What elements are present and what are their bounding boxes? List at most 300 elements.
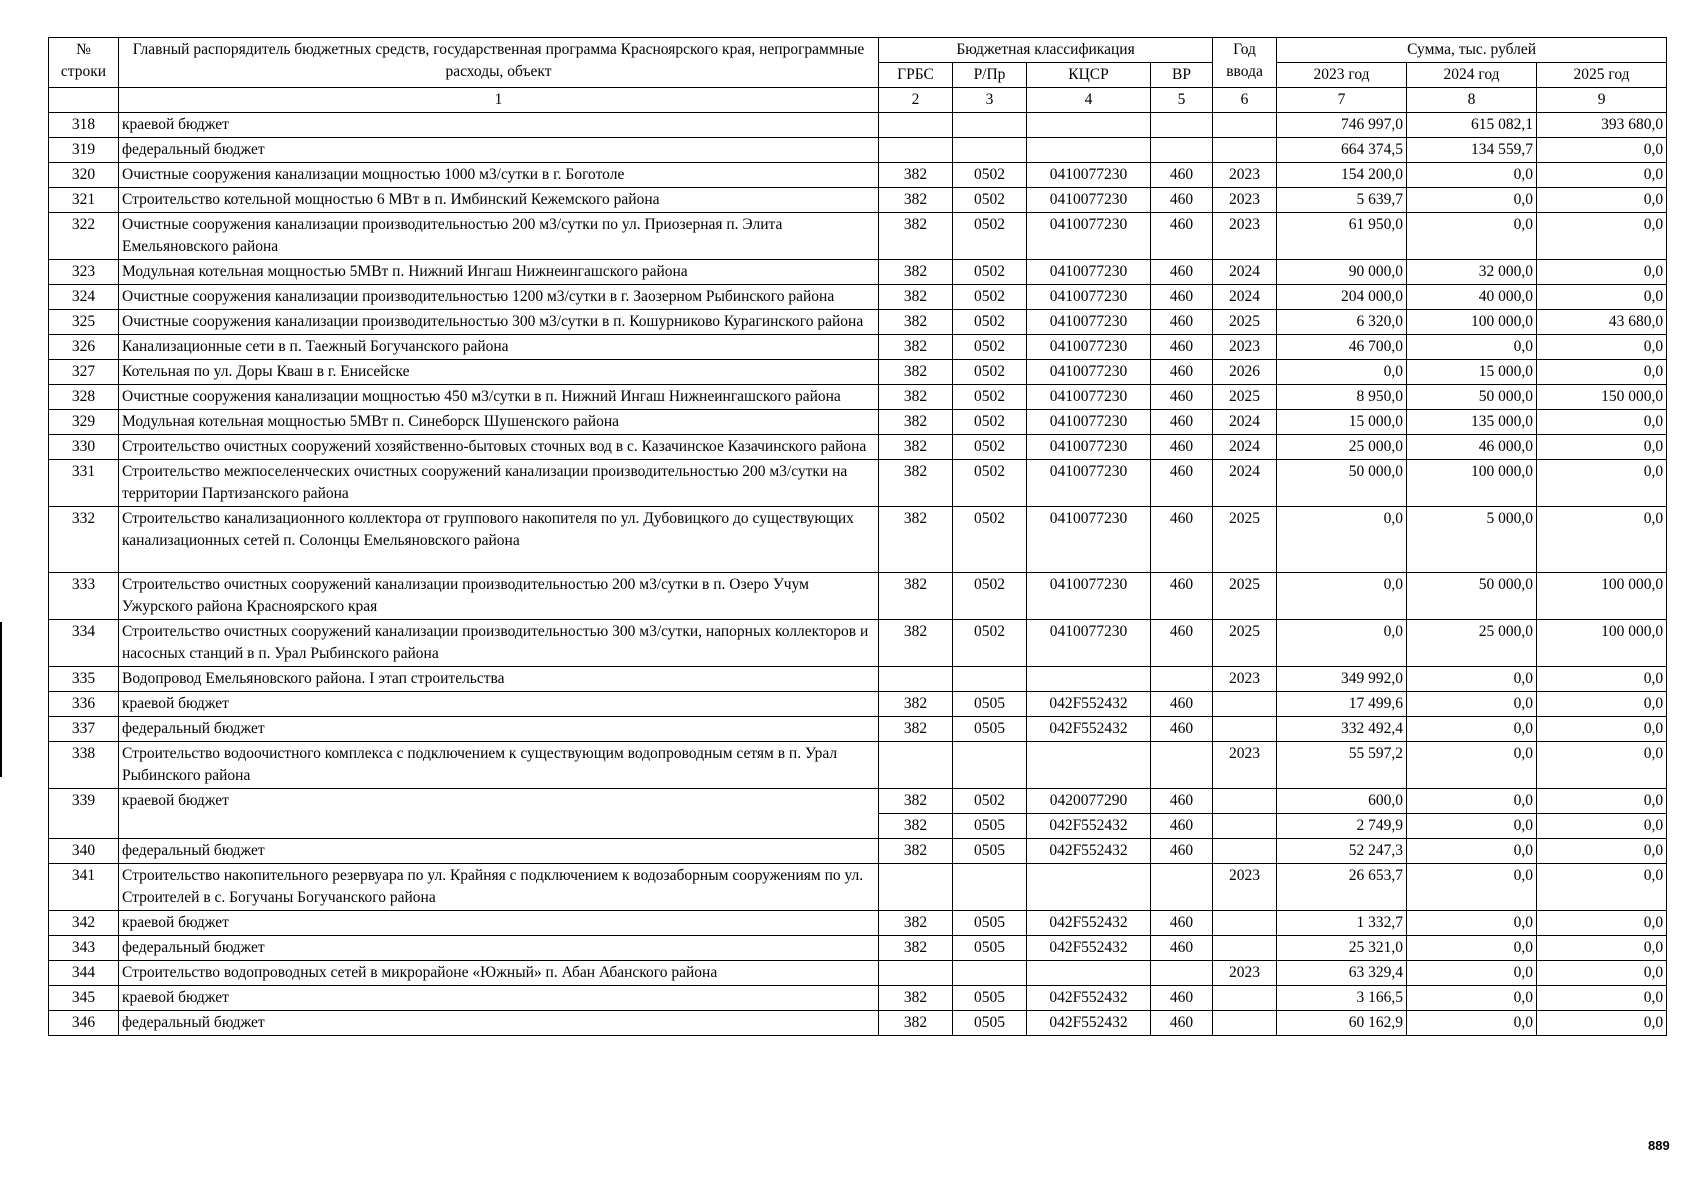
sum-2025-cell: 0,0 [1537, 667, 1667, 692]
sum-2023-cell: 25 321,0 [1277, 936, 1407, 961]
grbs-cell [879, 138, 953, 163]
row-number: 318 [49, 113, 119, 138]
object-name: федеральный бюджет [119, 839, 879, 864]
table-row [49, 360, 1667, 385]
table-row [49, 460, 1667, 507]
colnum: 1 [119, 88, 879, 113]
grbs-cell: 382 [879, 188, 953, 213]
table-row [49, 986, 1667, 1011]
header-rpr: Р/Пр [953, 63, 1027, 88]
sum-2025-cell: 0,0 [1537, 864, 1667, 911]
row-number: 330 [49, 435, 119, 460]
sum-2023-cell: 17 499,6 [1277, 692, 1407, 717]
sum-2023-cell: 332 492,4 [1277, 717, 1407, 742]
rpr-cell: 0502 [953, 260, 1027, 285]
rpr-cell [953, 138, 1027, 163]
rpr-cell: 0505 [953, 936, 1027, 961]
object-name: Строительство канализационного коллектора от группового накопителя по ул. Дубовицкого до существующих канализационных сетей п. Солонцы Емельяновского района [119, 507, 879, 573]
table-row [49, 1011, 1667, 1036]
row-number: 324 [49, 285, 119, 310]
kcsr-cell: 042F552432 [1027, 1011, 1151, 1036]
grbs-cell [879, 742, 953, 789]
grbs-cell: 382 [879, 260, 953, 285]
vr-cell: 460 [1151, 213, 1213, 260]
rpr-cell: 0502 [953, 285, 1027, 310]
colnum: 4 [1027, 88, 1151, 113]
budget-table [48, 37, 1667, 1036]
grbs-cell: 382 [879, 360, 953, 385]
sum-2025-cell: 0,0 [1537, 285, 1667, 310]
grbs-cell: 382 [879, 814, 953, 839]
sum-2025-cell: 393 680,0 [1537, 113, 1667, 138]
vr-cell: 460 [1151, 936, 1213, 961]
vr-cell [1151, 864, 1213, 911]
kcsr-cell: 0410077230 [1027, 188, 1151, 213]
sum-2023-cell: 0,0 [1277, 620, 1407, 667]
grbs-cell: 382 [879, 435, 953, 460]
sum-2023-cell: 55 597,2 [1277, 742, 1407, 789]
header-2024: 2024 год [1407, 63, 1537, 88]
table-row [49, 789, 1667, 814]
vr-cell: 460 [1151, 814, 1213, 839]
year-cell: 2025 [1213, 385, 1277, 410]
colnum: 6 [1213, 88, 1277, 113]
grbs-cell: 382 [879, 986, 953, 1011]
vr-cell: 460 [1151, 789, 1213, 814]
table-row [49, 507, 1667, 573]
rpr-cell: 0502 [953, 573, 1027, 620]
object-name: Очистные сооружения канализации мощностью 1000 м3/сутки в г. Боготоле [119, 163, 879, 188]
sum-2025-cell: 0,0 [1537, 814, 1667, 839]
object-name: Канализационные сети в п. Таежный Богучанского района [119, 335, 879, 360]
object-name: федеральный бюджет [119, 138, 879, 163]
grbs-cell: 382 [879, 1011, 953, 1036]
kcsr-cell: 042F552432 [1027, 986, 1151, 1011]
sum-2025-cell: 100 000,0 [1537, 573, 1667, 620]
colnum: 2 [879, 88, 953, 113]
object-name: федеральный бюджет [119, 936, 879, 961]
row-number: 341 [49, 864, 119, 911]
colnum: 8 [1407, 88, 1537, 113]
sum-2023-cell: 15 000,0 [1277, 410, 1407, 435]
grbs-cell: 382 [879, 385, 953, 410]
colnum: 7 [1277, 88, 1407, 113]
header-2025: 2025 год [1537, 63, 1667, 88]
grbs-cell: 382 [879, 620, 953, 667]
kcsr-cell: 0420077290 [1027, 789, 1151, 814]
vr-cell: 460 [1151, 360, 1213, 385]
sum-2025-cell: 0,0 [1537, 460, 1667, 507]
table-row [49, 435, 1667, 460]
rpr-cell [953, 667, 1027, 692]
rpr-cell [953, 742, 1027, 789]
vr-cell: 460 [1151, 911, 1213, 936]
rpr-cell: 0502 [953, 213, 1027, 260]
kcsr-cell: 042F552432 [1027, 911, 1151, 936]
grbs-cell: 382 [879, 573, 953, 620]
vr-cell: 460 [1151, 410, 1213, 435]
object-name: Строительство очистных сооружений канализации производительностью 200 м3/сутки в п. Озеро Учум Ужурского района Красноярского края [119, 573, 879, 620]
year-cell [1213, 789, 1277, 814]
row-number: 331 [49, 460, 119, 507]
year-cell [1213, 138, 1277, 163]
object-name: Модульная котельная мощностью 5МВт п. Синеборск Шушенского района [119, 410, 879, 435]
vr-cell: 460 [1151, 385, 1213, 410]
row-number: 329 [49, 410, 119, 435]
kcsr-cell [1027, 864, 1151, 911]
vr-cell: 460 [1151, 260, 1213, 285]
rpr-cell: 0505 [953, 911, 1027, 936]
vr-cell: 460 [1151, 163, 1213, 188]
row-number: 323 [49, 260, 119, 285]
vr-cell: 460 [1151, 335, 1213, 360]
vr-cell: 460 [1151, 1011, 1213, 1036]
sum-2024-cell: 0,0 [1407, 936, 1537, 961]
rpr-cell: 0502 [953, 335, 1027, 360]
sum-2024-cell: 135 000,0 [1407, 410, 1537, 435]
vr-cell: 460 [1151, 839, 1213, 864]
sum-2023-cell: 746 997,0 [1277, 113, 1407, 138]
sum-2025-cell: 0,0 [1537, 986, 1667, 1011]
kcsr-cell: 0410077230 [1027, 285, 1151, 310]
sum-2024-cell: 50 000,0 [1407, 573, 1537, 620]
rpr-cell: 0505 [953, 1011, 1027, 1036]
object-name: Строительство накопительного резервуара по ул. Крайняя с подключением к водозаборным сооружениям по ул. Строителей в с. Богучаны Богучанского района [119, 864, 879, 911]
object-name: Очистные сооружения канализации производительностью 300 м3/сутки в п. Кошурниково Курагинского района [119, 310, 879, 335]
object-name: краевой бюджет [119, 911, 879, 936]
kcsr-cell: 0410077230 [1027, 573, 1151, 620]
kcsr-cell: 0410077230 [1027, 460, 1151, 507]
sum-2025-cell: 0,0 [1537, 789, 1667, 814]
sum-2023-cell: 25 000,0 [1277, 435, 1407, 460]
kcsr-cell: 0410077230 [1027, 310, 1151, 335]
year-cell: 2023 [1213, 213, 1277, 260]
sum-2023-cell: 154 200,0 [1277, 163, 1407, 188]
row-number: 346 [49, 1011, 119, 1036]
sum-2025-cell: 0,0 [1537, 742, 1667, 789]
margin-line [0, 622, 2, 777]
year-cell [1213, 986, 1277, 1011]
sum-2024-cell: 0,0 [1407, 789, 1537, 814]
vr-cell: 460 [1151, 460, 1213, 507]
sum-2024-cell: 0,0 [1407, 839, 1537, 864]
header-kcsr: КЦСР [1027, 63, 1151, 88]
table-row [49, 911, 1667, 936]
kcsr-cell [1027, 138, 1151, 163]
table-row [49, 285, 1667, 310]
sum-2025-cell: 0,0 [1537, 410, 1667, 435]
year-cell: 2024 [1213, 460, 1277, 507]
vr-cell [1151, 113, 1213, 138]
sum-2024-cell: 5 000,0 [1407, 507, 1537, 573]
table-row [49, 163, 1667, 188]
year-cell: 2023 [1213, 667, 1277, 692]
sum-2023-cell: 46 700,0 [1277, 335, 1407, 360]
row-number: 334 [49, 620, 119, 667]
table-row [49, 742, 1667, 789]
rpr-cell: 0502 [953, 385, 1027, 410]
rpr-cell: 0502 [953, 789, 1027, 814]
sum-2024-cell: 0,0 [1407, 1011, 1537, 1036]
object-name: Котельная по ул. Доры Кваш в г. Енисейске [119, 360, 879, 385]
colnum [49, 88, 119, 113]
sum-2025-cell: 0,0 [1537, 507, 1667, 573]
grbs-cell [879, 667, 953, 692]
grbs-cell: 382 [879, 335, 953, 360]
table-row [49, 385, 1667, 410]
object-name: Очистные сооружения канализации производительностью 200 м3/сутки по ул. Приозерная п. Элита Емельяновского района [119, 213, 879, 260]
row-number: 319 [49, 138, 119, 163]
kcsr-cell: 0410077230 [1027, 335, 1151, 360]
row-number: 320 [49, 163, 119, 188]
rpr-cell: 0505 [953, 692, 1027, 717]
sum-2025-cell: 100 000,0 [1537, 620, 1667, 667]
object-name: Строительство очистных сооружений канализации производительностью 300 м3/сутки, напорных коллекторов и насосных станций в п. Урал Рыбинского района [119, 620, 879, 667]
sum-2024-cell: 615 082,1 [1407, 113, 1537, 138]
year-cell: 2025 [1213, 310, 1277, 335]
grbs-cell [879, 961, 953, 986]
table-row [49, 113, 1667, 138]
grbs-cell: 382 [879, 911, 953, 936]
year-cell: 2024 [1213, 285, 1277, 310]
colnum: 3 [953, 88, 1027, 113]
kcsr-cell: 0410077230 [1027, 260, 1151, 285]
rpr-cell: 0502 [953, 460, 1027, 507]
grbs-cell: 382 [879, 213, 953, 260]
kcsr-cell: 0410077230 [1027, 410, 1151, 435]
sum-2024-cell: 40 000,0 [1407, 285, 1537, 310]
sum-2024-cell: 46 000,0 [1407, 435, 1537, 460]
vr-cell: 460 [1151, 285, 1213, 310]
sum-2023-cell: 3 166,5 [1277, 986, 1407, 1011]
sum-2024-cell: 0,0 [1407, 986, 1537, 1011]
sum-2024-cell: 0,0 [1407, 717, 1537, 742]
rpr-cell [953, 961, 1027, 986]
grbs-cell: 382 [879, 285, 953, 310]
year-cell: 2024 [1213, 435, 1277, 460]
table-row [49, 138, 1667, 163]
vr-cell: 460 [1151, 986, 1213, 1011]
sum-2025-cell: 0,0 [1537, 911, 1667, 936]
sum-2024-cell: 0,0 [1407, 667, 1537, 692]
table-row [49, 260, 1667, 285]
grbs-cell: 382 [879, 507, 953, 573]
row-number: 338 [49, 742, 119, 789]
table-row [49, 717, 1667, 742]
grbs-cell: 382 [879, 410, 953, 435]
sum-2025-cell: 0,0 [1537, 260, 1667, 285]
row-number: 327 [49, 360, 119, 385]
sum-2023-cell: 61 950,0 [1277, 213, 1407, 260]
row-number: 343 [49, 936, 119, 961]
sum-2025-cell: 0,0 [1537, 138, 1667, 163]
object-name: Строительство очистных сооружений хозяйственно-бытовых сточных вод в с. Казачинское Казачинского района [119, 435, 879, 460]
year-cell: 2025 [1213, 573, 1277, 620]
year-cell: 2023 [1213, 864, 1277, 911]
grbs-cell: 382 [879, 839, 953, 864]
sum-2025-cell: 0,0 [1537, 213, 1667, 260]
year-cell [1213, 814, 1277, 839]
vr-cell: 460 [1151, 573, 1213, 620]
grbs-cell: 382 [879, 460, 953, 507]
rpr-cell: 0502 [953, 310, 1027, 335]
table-row [49, 310, 1667, 335]
object-name: Очистные сооружения канализации производительностью 1200 м3/сутки в г. Заозерном Рыбинского района [119, 285, 879, 310]
object-name: краевой бюджет [119, 986, 879, 1011]
vr-cell: 460 [1151, 435, 1213, 460]
year-cell [1213, 839, 1277, 864]
grbs-cell: 382 [879, 310, 953, 335]
kcsr-cell: 0410077230 [1027, 620, 1151, 667]
vr-cell: 460 [1151, 692, 1213, 717]
row-number: 344 [49, 961, 119, 986]
rpr-cell: 0505 [953, 717, 1027, 742]
kcsr-cell: 0410077230 [1027, 507, 1151, 573]
row-number: 337 [49, 717, 119, 742]
year-cell: 2024 [1213, 410, 1277, 435]
sum-2023-cell: 8 950,0 [1277, 385, 1407, 410]
row-number: 339 [49, 789, 119, 839]
row-number: 328 [49, 385, 119, 410]
sum-2025-cell: 0,0 [1537, 839, 1667, 864]
year-cell: 2023 [1213, 742, 1277, 789]
row-number: 333 [49, 573, 119, 620]
colnum: 9 [1537, 88, 1667, 113]
rpr-cell: 0505 [953, 839, 1027, 864]
year-cell: 2023 [1213, 188, 1277, 213]
sum-2024-cell: 0,0 [1407, 335, 1537, 360]
rpr-cell: 0502 [953, 410, 1027, 435]
object-name: федеральный бюджет [119, 717, 879, 742]
year-cell [1213, 717, 1277, 742]
grbs-cell: 382 [879, 936, 953, 961]
table-row [49, 410, 1667, 435]
sum-2024-cell: 15 000,0 [1407, 360, 1537, 385]
year-cell: 2023 [1213, 163, 1277, 188]
object-name: Строительство межпоселенческих очистных сооружений канализации производительностью 200 м3/сутки на территории Партизанского района [119, 460, 879, 507]
rpr-cell: 0505 [953, 814, 1027, 839]
sum-2025-cell: 0,0 [1537, 360, 1667, 385]
sum-2024-cell: 0,0 [1407, 692, 1537, 717]
sum-2024-cell: 0,0 [1407, 814, 1537, 839]
sum-2023-cell: 26 653,7 [1277, 864, 1407, 911]
column-numbers-row [49, 88, 1667, 113]
row-number: 336 [49, 692, 119, 717]
sum-2023-cell: 6 320,0 [1277, 310, 1407, 335]
rpr-cell: 0502 [953, 360, 1027, 385]
header-row-number: № строки [49, 38, 119, 88]
table-row [49, 936, 1667, 961]
sum-2024-cell: 0,0 [1407, 742, 1537, 789]
sum-2024-cell: 25 000,0 [1407, 620, 1537, 667]
sum-2023-cell: 204 000,0 [1277, 285, 1407, 310]
sum-2023-cell: 5 639,7 [1277, 188, 1407, 213]
grbs-cell [879, 113, 953, 138]
sum-2025-cell: 0,0 [1537, 188, 1667, 213]
header-row-1 [49, 38, 1667, 63]
table-row [49, 961, 1667, 986]
row-number: 335 [49, 667, 119, 692]
sum-2023-cell: 63 329,4 [1277, 961, 1407, 986]
sum-2024-cell: 0,0 [1407, 213, 1537, 260]
table-row [49, 620, 1667, 667]
table-row [49, 573, 1667, 620]
sum-2023-cell: 2 749,9 [1277, 814, 1407, 839]
sum-2025-cell: 0,0 [1537, 435, 1667, 460]
rpr-cell [953, 864, 1027, 911]
sum-2023-cell: 50 000,0 [1277, 460, 1407, 507]
sum-2023-cell: 52 247,3 [1277, 839, 1407, 864]
object-name: Очистные сооружения канализации мощностью 450 м3/сутки в п. Нижний Ингаш Нижнеингашского района [119, 385, 879, 410]
sum-2023-cell: 0,0 [1277, 507, 1407, 573]
vr-cell: 460 [1151, 507, 1213, 573]
sum-2024-cell: 100 000,0 [1407, 460, 1537, 507]
header-vr: ВР [1151, 63, 1213, 88]
sum-2025-cell: 0,0 [1537, 335, 1667, 360]
header-title: Главный распорядитель бюджетных средств, государственная программа Красноярского края, непрограммные расходы, объект [119, 38, 879, 88]
sum-2023-cell: 0,0 [1277, 573, 1407, 620]
sum-2025-cell: 0,0 [1537, 692, 1667, 717]
row-number: 321 [49, 188, 119, 213]
vr-cell: 460 [1151, 188, 1213, 213]
sum-2024-cell: 0,0 [1407, 163, 1537, 188]
rpr-cell: 0502 [953, 435, 1027, 460]
kcsr-cell [1027, 961, 1151, 986]
table-row [49, 213, 1667, 260]
row-number: 325 [49, 310, 119, 335]
rpr-cell: 0502 [953, 163, 1027, 188]
object-name: краевой бюджет [119, 789, 879, 839]
sum-2023-cell: 600,0 [1277, 789, 1407, 814]
header-year: Год ввода [1213, 38, 1277, 88]
row-number: 326 [49, 335, 119, 360]
grbs-cell: 382 [879, 717, 953, 742]
object-name: Строительство водоочистного комплекса с подключением к существующим водопроводным сетям в п. Урал Рыбинского района [119, 742, 879, 789]
kcsr-cell: 0410077230 [1027, 435, 1151, 460]
sum-2023-cell: 664 374,5 [1277, 138, 1407, 163]
object-name: Модульная котельная мощностью 5МВт п. Нижний Ингаш Нижнеингашского района [119, 260, 879, 285]
kcsr-cell [1027, 667, 1151, 692]
object-name: федеральный бюджет [119, 1011, 879, 1036]
kcsr-cell: 0410077230 [1027, 385, 1151, 410]
year-cell: 2023 [1213, 335, 1277, 360]
grbs-cell: 382 [879, 692, 953, 717]
sum-2025-cell: 0,0 [1537, 961, 1667, 986]
sum-2025-cell: 150 000,0 [1537, 385, 1667, 410]
grbs-cell [879, 864, 953, 911]
sum-2025-cell: 0,0 [1537, 936, 1667, 961]
sum-2024-cell: 0,0 [1407, 961, 1537, 986]
kcsr-cell [1027, 113, 1151, 138]
sum-2023-cell: 1 332,7 [1277, 911, 1407, 936]
vr-cell [1151, 961, 1213, 986]
year-cell [1213, 692, 1277, 717]
table-row [49, 692, 1667, 717]
vr-cell: 460 [1151, 717, 1213, 742]
year-cell: 2025 [1213, 620, 1277, 667]
row-number: 345 [49, 986, 119, 1011]
kcsr-cell [1027, 742, 1151, 789]
kcsr-cell: 042F552432 [1027, 717, 1151, 742]
sum-2024-cell: 32 000,0 [1407, 260, 1537, 285]
table-body [49, 113, 1667, 1036]
year-cell [1213, 911, 1277, 936]
object-name: краевой бюджет [119, 113, 879, 138]
header-budget-class: Бюджетная классификация [879, 38, 1213, 63]
kcsr-cell: 042F552432 [1027, 936, 1151, 961]
rpr-cell: 0502 [953, 507, 1027, 573]
sum-2025-cell: 43 680,0 [1537, 310, 1667, 335]
